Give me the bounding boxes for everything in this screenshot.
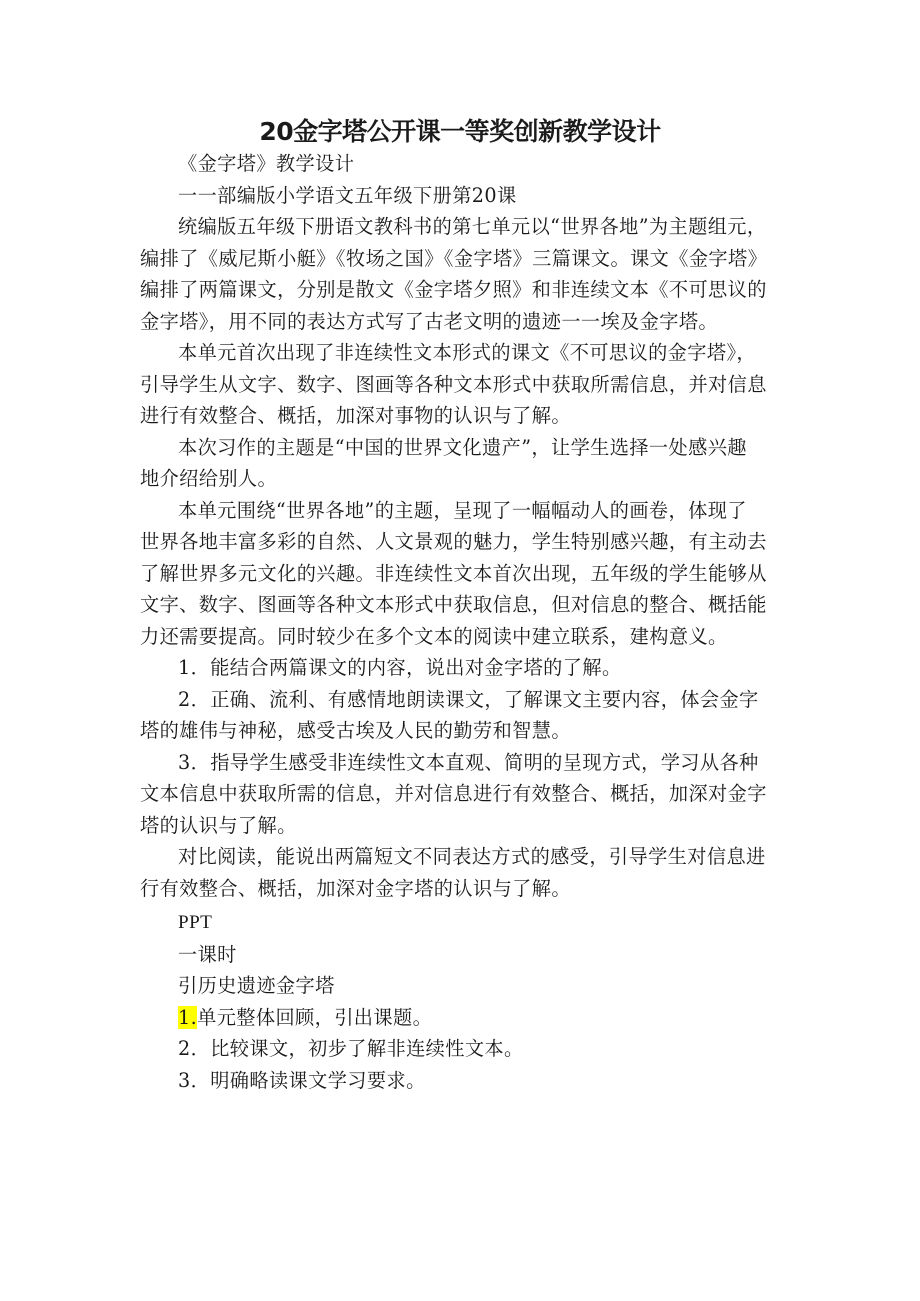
paragraph-line: 本次习作的主题是“中国的世界文化遗产”，让学生选择一处感兴趣 bbox=[178, 435, 747, 459]
goal-item: 2．正确、流利、有感情地朗读课文，了解课文主要内容，体会金字 bbox=[178, 687, 759, 711]
focus-line: 行有效整合、概括，加深对金字塔的认识与了解。 bbox=[140, 876, 571, 900]
goal-item-continued: 塔的认识与了解。 bbox=[140, 813, 297, 837]
lesson-count: 一课时 bbox=[178, 942, 237, 966]
step-number-highlight: 1. bbox=[178, 1005, 198, 1029]
subtitle: 《金字塔》教学设计 bbox=[178, 152, 355, 175]
goal-item: 3．指导学生感受非连续性文本直观、简明的呈现方式，学习从各种 bbox=[178, 750, 759, 774]
paragraph-line: 本单元首次出现了非连续性文本形式的课文《不可思议的金字塔》， bbox=[178, 341, 757, 364]
paragraph-line: 本单元围绕“世界各地”的主题，呈现了一幅幅动人的画卷，体现了 bbox=[178, 498, 747, 522]
intro-line: 金字塔》，用不同的表达方式写了古老文明的遗迹一一埃及金字塔。 bbox=[140, 309, 719, 333]
document-title: 20金字塔公开课一等奖创新教学设计 bbox=[259, 117, 661, 146]
intro-line: 编排了两篇课文，分别是散文《金字塔夕照》和非连续文本《不可思议的 bbox=[140, 278, 767, 301]
step-text: 单元整体回顾，引出课题。 bbox=[197, 1005, 433, 1029]
intro-line: 编排了《威尼斯小艇》《牧场之国》《金字塔》三篇课文。课文《金字塔》 bbox=[140, 246, 768, 270]
source-line: 一一部编版小学语文五年级下册第20课 bbox=[178, 183, 517, 207]
step-item: 3．明确略读课文学习要求。 bbox=[178, 1068, 426, 1092]
paragraph-line: 进行有效整合、概括，加深对事物的认识与了解。 bbox=[140, 404, 571, 427]
section-heading: 引历史遗迹金字塔 bbox=[178, 974, 335, 997]
paragraph-line: 地介绍给别人。 bbox=[140, 467, 278, 490]
paragraph-line: 了解世界多元文化的兴趣。非连续性文本首次出现，五年级的学生能够从 bbox=[140, 561, 767, 585]
intro-line: 统编版五年级下册语文教科书的第七单元以“世界各地”为主题组元， bbox=[178, 215, 767, 238]
step-item bbox=[140, 1002, 790, 1034]
paragraph-line: 文字、数字、图画等各种文本形式中获取信息，但对信息的整合、概括能 bbox=[140, 593, 767, 616]
goal-item-continued: 文本信息中获取所需的信息，并对信息进行有效整合、概括，加深对金字 bbox=[140, 782, 767, 805]
paragraph-line: 引导学生从文字、数字、图画等各种文本形式中获取所需信息，并对信息 bbox=[140, 372, 767, 396]
prep-line: PPT bbox=[178, 912, 213, 933]
goal-item-continued: 塔的雄伟与神秘，感受古埃及人民的勤劳和智慧。 bbox=[140, 719, 571, 742]
goal-item: 1．能结合两篇课文的内容，说出对金字塔的了解。 bbox=[178, 656, 622, 679]
document-body bbox=[140, 148, 790, 1096]
paragraph-line: 力还需要提高。同时较少在多个文本的阅读中建立联系，建构意义。 bbox=[140, 624, 728, 648]
focus-line: 对比阅读，能说出两篇短文不同表达方式的感受，引导学生对信息进 bbox=[178, 845, 766, 868]
paragraph-line: 世界各地丰富多彩的自然、人文景观的魅力，学生特别感兴趣，有主动去 bbox=[140, 530, 767, 553]
step-item: 2．比较课文，初步了解非连续性文本。 bbox=[178, 1037, 524, 1060]
